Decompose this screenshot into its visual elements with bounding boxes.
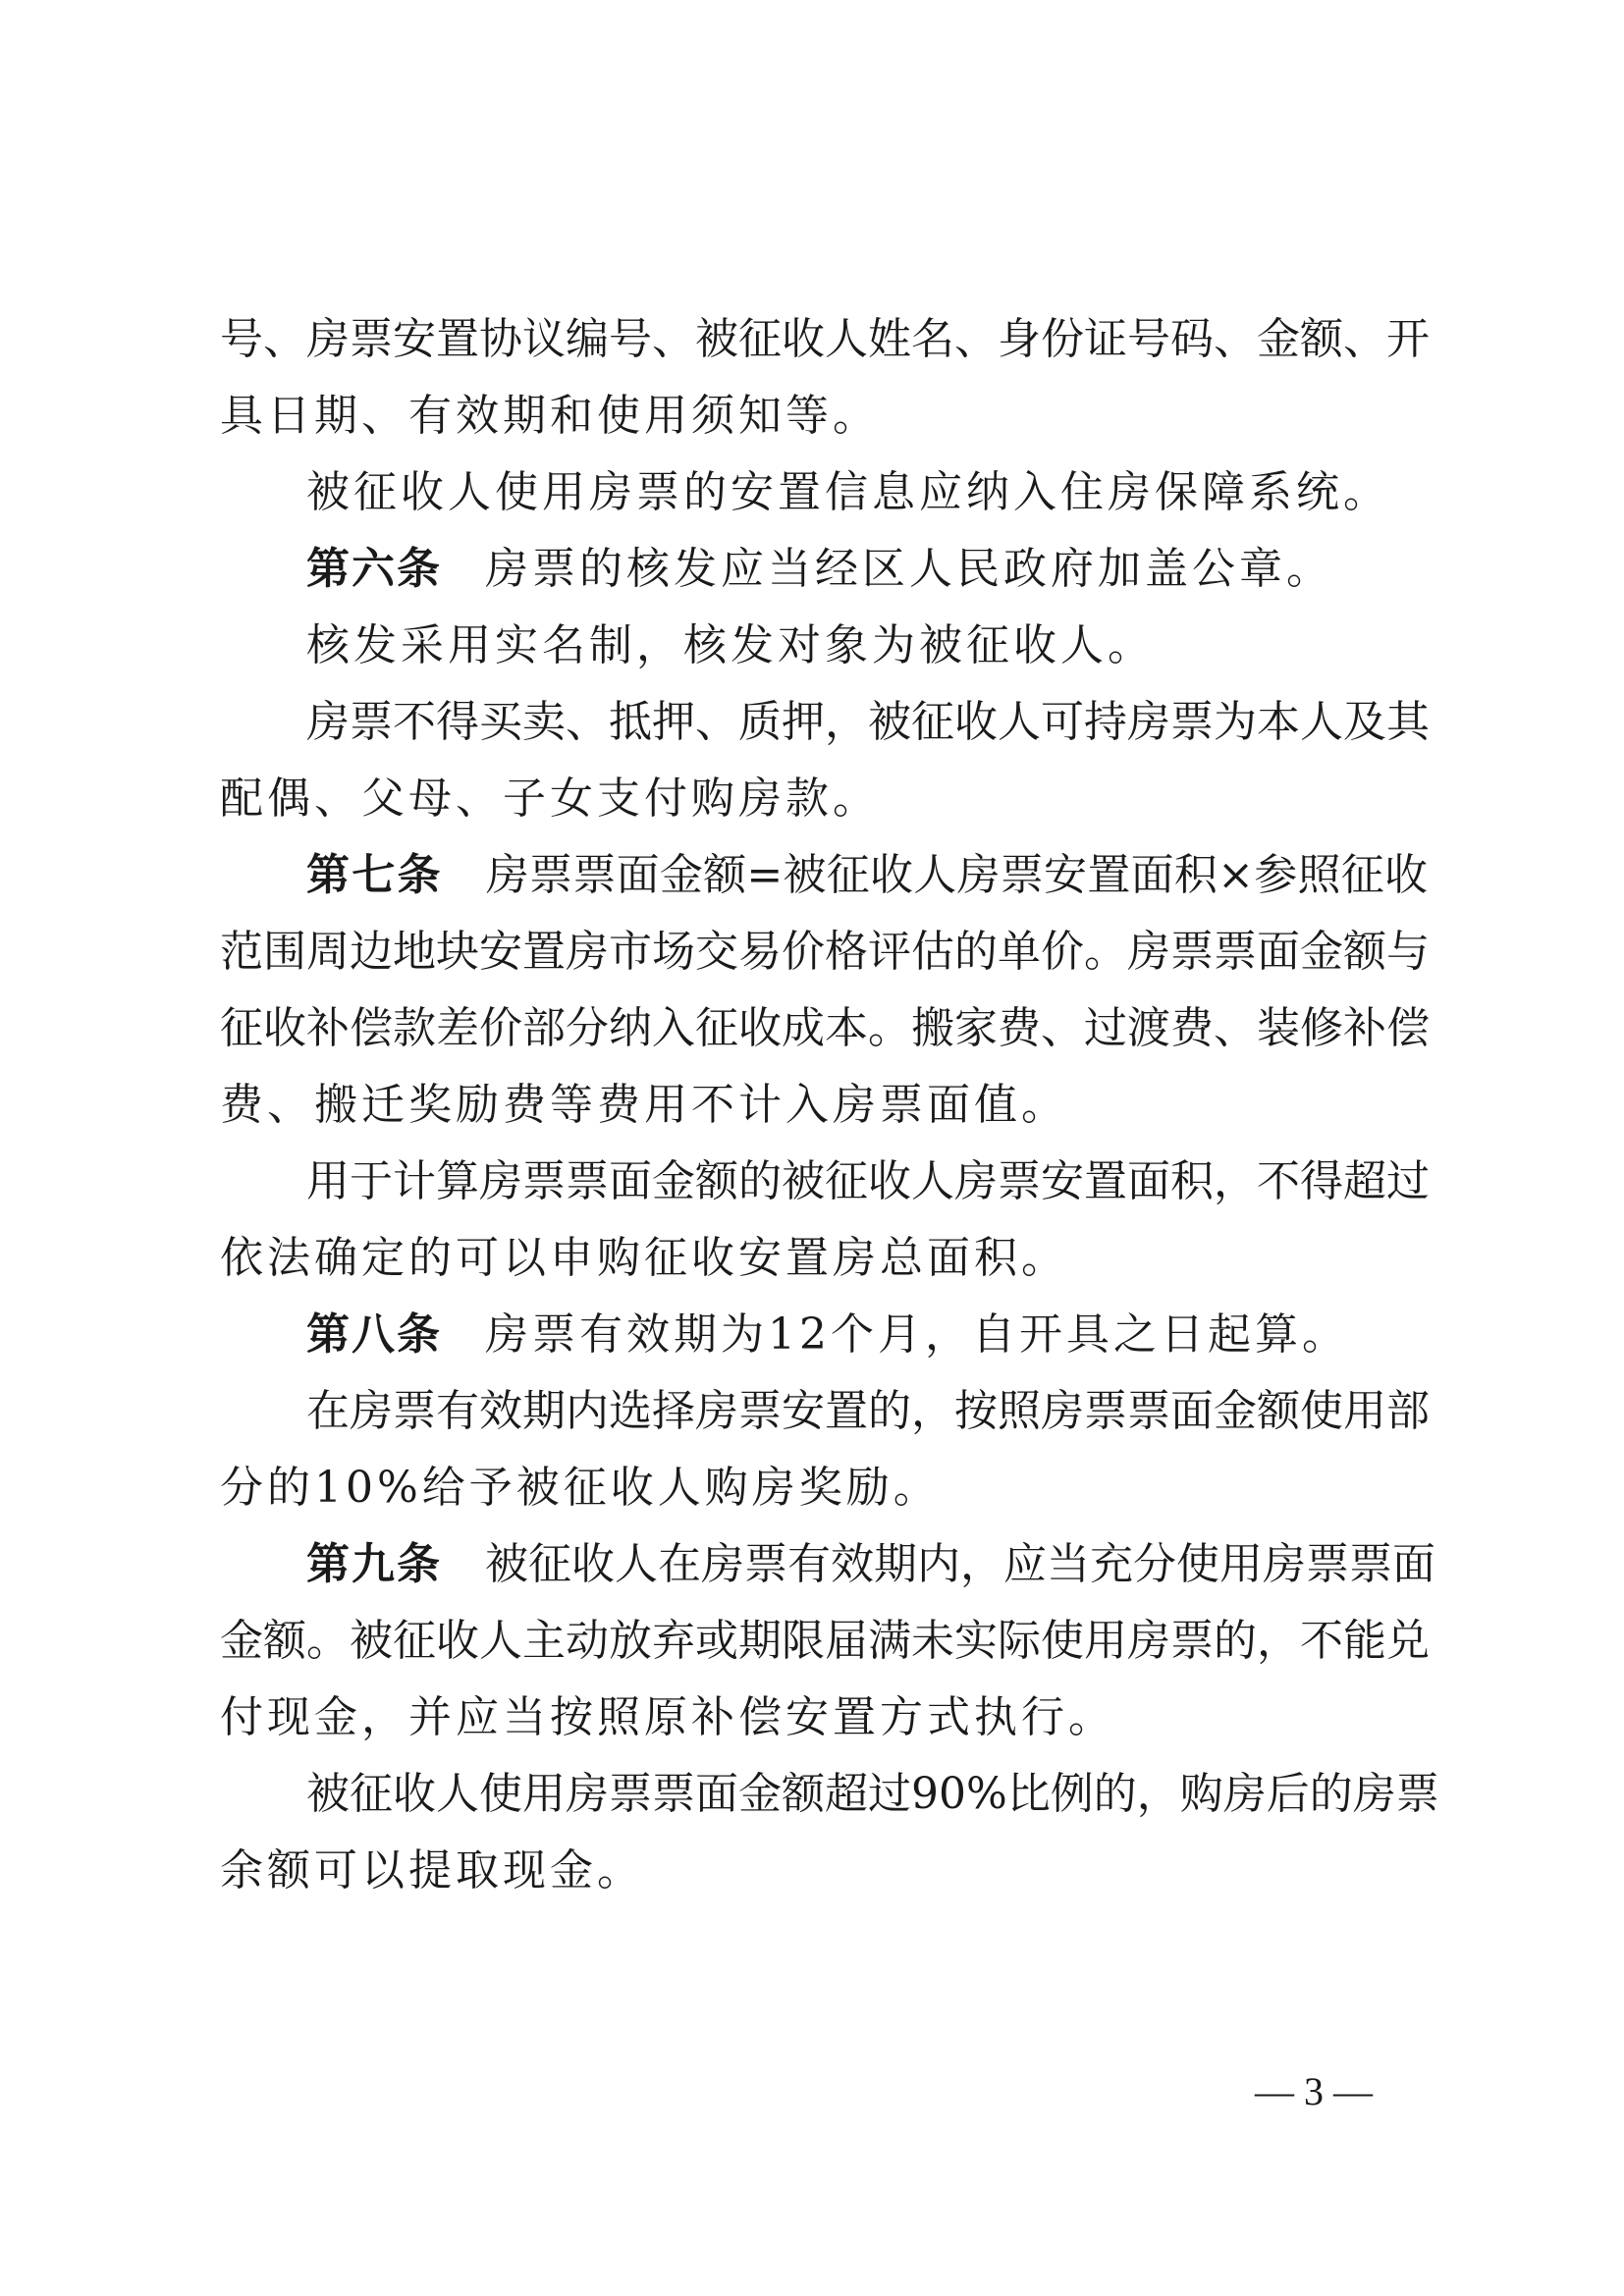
- text-line: 余额可以提取现金。: [220, 1845, 644, 1896]
- article-heading: 第七条: [306, 850, 443, 900]
- text-line: 配偶、父母、子女支付购房款。: [220, 774, 880, 824]
- text-line: 付现金，并应当按照原补偿安置方式执行。: [220, 1692, 1115, 1742]
- text-line: 具日期、有效期和使用须知等。: [220, 391, 880, 441]
- article-heading: 第九条: [306, 1539, 442, 1589]
- text-line: 范围周边地块安置房市场交易价格评估的单价。房票票面金额与: [220, 927, 1430, 977]
- text-line: 在房票有效期内选择房票安置的，按照房票票面金额使用部: [306, 1386, 1430, 1436]
- article-heading: 第八条: [306, 1309, 442, 1360]
- article-paragraph: [306, 846, 1428, 905]
- article-text: 房票票面金额=被征收人房票安置面积×参照征收: [485, 850, 1429, 900]
- article-paragraph: [306, 1306, 1428, 1364]
- text-line: 房票不得买卖、抵押、质押，被征收人可持房票为本人及其: [306, 697, 1430, 747]
- article-paragraph: [306, 1535, 1435, 1594]
- page-number: — 3 —: [1255, 2069, 1373, 2113]
- text-line: 分的10%给予被征收人购房奖励。: [220, 1463, 941, 1513]
- text-line: 被征收人使用房票票面金额超过90%比例的，购房后的房票: [306, 1769, 1439, 1819]
- article-heading: 第六条: [306, 544, 442, 594]
- text-line: 征收补偿款差价部分纳入征收成本。搬家费、过渡费、装修补偿: [220, 1003, 1430, 1053]
- text-line: 用于计算房票票面金额的被征收人房票安置面积，不得超过: [306, 1156, 1430, 1206]
- text-line: 金额。被征收人主动放弃或期限届满未实际使用房票的，不能兑: [220, 1616, 1430, 1666]
- text-line: 费、搬迁奖励费等费用不计入房票面值。: [220, 1080, 1068, 1130]
- article-text: 被征收人在房票有效期内，应当充分使用房票票面: [485, 1539, 1435, 1589]
- article-text: 房票有效期为12个月，自开具之日起算。: [485, 1309, 1349, 1360]
- article-paragraph: [306, 540, 1428, 599]
- text-line: 依法确定的可以申购征收安置房总面积。: [220, 1233, 1068, 1283]
- text-line: 核发采用实名制，核发对象为被征收人。: [306, 620, 1155, 670]
- article-text: 房票的核发应当经区人民政府加盖公章。: [485, 544, 1333, 594]
- text-line: 被征收人使用房票的安置信息应纳入住房保障系统。: [306, 467, 1390, 517]
- text-line: 号、房票安置协议编号、被征收人姓名、身份证号码、金额、开: [220, 314, 1430, 364]
